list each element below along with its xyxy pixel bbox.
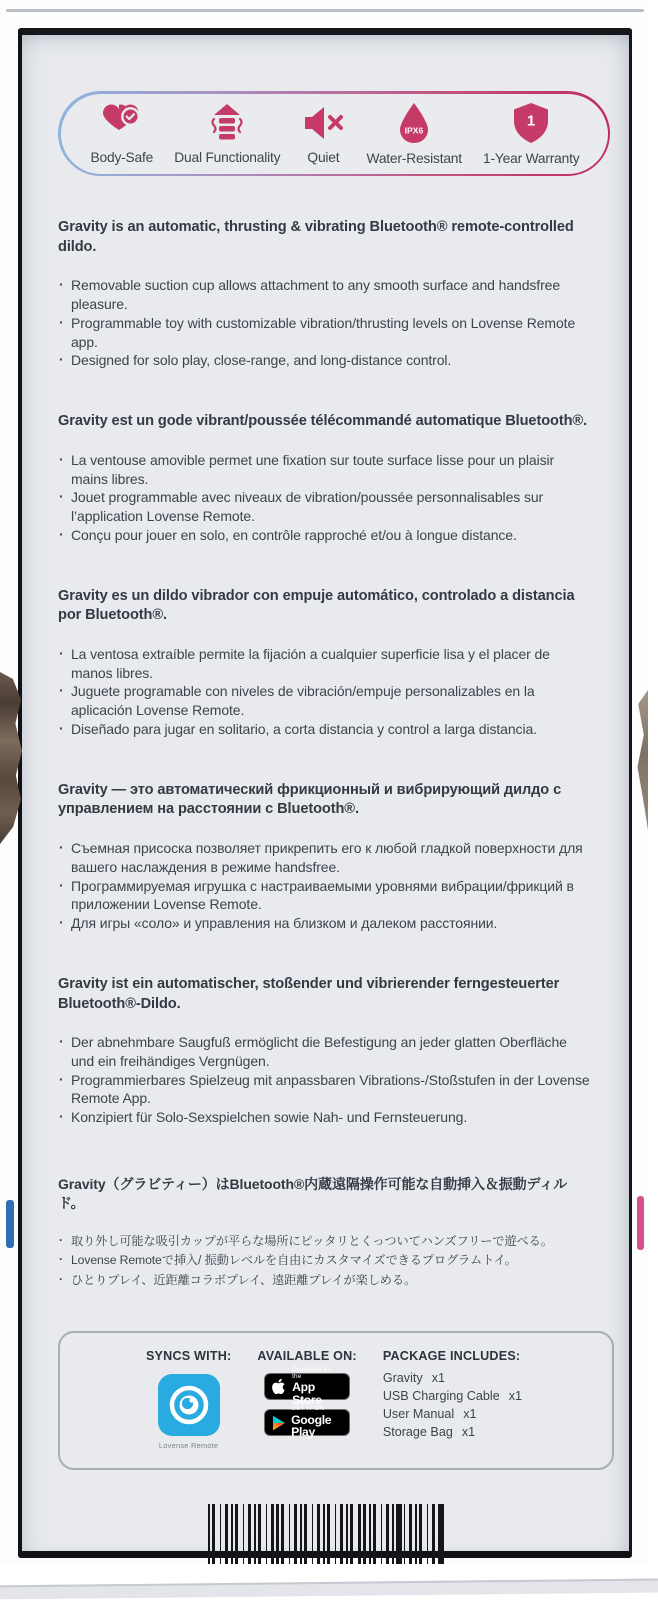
google-play-badge-line1: GET IT ON [291,1405,325,1413]
app-store-badge-line2: App Store [292,1380,322,1407]
section-heading: Gravity est un gode vibrant/poussée télécommandé automatique Bluetooth®. [58,413,588,430]
bullet-item: · Designed for solo play, close-range, and long-distance control. [58,351,593,370]
section-de [58,975,593,1127]
side-panel-blue-stripe [6,1200,14,1248]
google-play-badge-line2: Google Play [291,1413,332,1440]
bullet-item: · Juguete programable con niveles de vibración/empuje personalizables en la aplicación Lovense Remote. [58,682,593,720]
section-heading: Gravity es un dildo vibrador con empuje automático, controlado a distancia por Bluetooth®. [58,587,575,624]
package-item-name: Gravity [382,1371,423,1386]
app-and-package-info-box [58,1331,614,1470]
syncs-with-label: SYNCS WITH: [145,1349,232,1364]
bullet-item: · Diseñado para jugar en solitario, a corta distancia y control a larga distancia. [58,720,593,739]
package-item [383,1389,522,1403]
bullet-item: · ひとりプレイ、近距離コラボプレイ、遠距離プレイが楽しめる。 [58,1271,593,1291]
bullet-item: · Для игры «соло» и управления на близком и далеком расстоянии. [58,914,593,933]
section-heading: Gravity（グラビティー）はBluetooth®内蔵遠隔操作可能な自動挿入＆振動ディルド。 [58,1175,568,1211]
bullet-item: · Съемная присоска позволяет прикрепить его к любой гладкой поверхности для вашего наслаждения в режиме handsfree. [58,839,593,877]
package-item [383,1407,522,1421]
package-item-name: USB Charging Cable [382,1389,500,1404]
bullet-item: · Programmable toy with customizable vibration/thrusting levels on Lovense Remote app. [58,314,593,352]
water-drop-icon [396,102,432,144]
apple-icon [272,1378,287,1396]
bullet-item: · Removable suction cup allows attachment to any smooth surface and handsfree pleasure. [58,276,593,314]
package-item-name: Storage Bag [382,1425,453,1440]
section-es [58,587,593,739]
feature-dual-functionality [174,103,280,165]
ipx6-badge-text: IPX6 [404,125,424,135]
package-item-qty: x1 [463,1407,477,1422]
package-item [383,1425,522,1439]
feature-label: Dual Functionality [174,149,281,165]
feature-label: Quiet [307,149,340,165]
bullet-item: · La ventouse amovible permet une fixation sur toute surface lisse pour un plaisir mains libres. [58,451,593,489]
feature-quiet [301,103,345,165]
description-sections [58,218,593,1291]
box-lid-edge [6,9,644,12]
available-on-column [257,1349,357,1440]
bullet-item: · 取り外し可能な吸引カップが平らな場所にピッタリとくっついてハンズフリーで遊べる。 [58,1232,593,1252]
package-item [383,1371,522,1385]
muted-speaker-icon [301,103,345,143]
bullet-item: · Konzipiert für Solo-Sexspielchen sowie Nah- und Fernsteuerung. [58,1108,593,1127]
package-item-qty: x1 [461,1425,476,1440]
app-store-badge-line1: Download on the [292,1366,332,1380]
lovense-remote-app-icon [158,1374,220,1436]
app-store-badge [264,1366,350,1407]
package-item-qty: x1 [508,1389,523,1404]
features-pill [58,91,610,176]
warranty-shield-icon [511,102,551,144]
bullet-item: · La ventosa extraíble permite la fijación a cualquier superficie lisa y el placer de manos libres. [58,645,593,683]
heart-check-icon [100,103,144,143]
section-en [58,218,593,370]
bullet-item: · Jouet programmable avec niveaux de vibration/poussée personnalisables sur l’application Lovense Remote. [58,488,593,526]
package-includes-column [383,1349,522,1439]
section-fr [58,412,593,544]
feature-label: Body-Safe [90,149,154,165]
bullet-item: · Программируемая игрушка с настраиваемыми уровнями вибрации/фрикций в приложении Lovense Remote. [58,877,593,915]
bullet-item: · Conçu pour jouer en solo, en contrôle rapproché et/ou à longue distance. [58,526,593,545]
section-heading: Gravity — это автоматический фрикционный и вибрирующий дилдо с управлением на расстоянии с Bluetooth®. [58,781,562,818]
box-back-panel [18,28,632,1558]
feature-warranty [483,102,579,166]
bullet-item: · Der abnehmbare Saugfuß ermöglicht die Befestigung an jeder glatten Oberfläche und ein freihändiges Vergnügen. [58,1033,593,1071]
package-item-name: User Manual [382,1407,455,1422]
package-includes-label: PACKAGE INCLUDES: [382,1349,521,1364]
warranty-1-text: 1 [527,112,536,129]
section-ja [58,1175,593,1291]
feature-label: 1-Year Warranty [483,150,580,166]
app-name-caption: Lovense Remote [158,1441,219,1451]
box-right-edge-notch [634,690,648,830]
thrusting-arrow-icon [204,103,250,143]
available-on-label: AVAILABLE ON: [257,1349,357,1364]
bullet-item: · Lovense Remoteで挿入/ 振動レベルを自由にカスタマイズできるプログラムトイ。 [58,1251,593,1271]
section-ru [58,781,593,933]
bullet-item: · Programmierbares Spielzeug mit anpassbaren Vibrations-/Stoßstufen in der Lovense Remote App. [58,1071,593,1109]
package-item-qty: x1 [431,1371,446,1386]
syncs-with-column [146,1349,231,1450]
section-heading: Gravity is an automatic, thrusting & vibrating Bluetooth® remote-controlled dildo. [58,219,574,255]
feature-water-resistant [367,102,462,166]
side-panel-pink-stripe [637,1196,644,1250]
google-play-badge [264,1405,350,1440]
google-play-icon [272,1415,286,1431]
feature-body-safe [91,103,154,165]
feature-label: Water-Resistant [366,150,462,166]
section-heading: Gravity ist ein automatischer, stoßender und vibrierender ferngesteuerter Bluetooth®-Dildo. [58,975,560,1012]
eye-icon [166,1382,212,1428]
